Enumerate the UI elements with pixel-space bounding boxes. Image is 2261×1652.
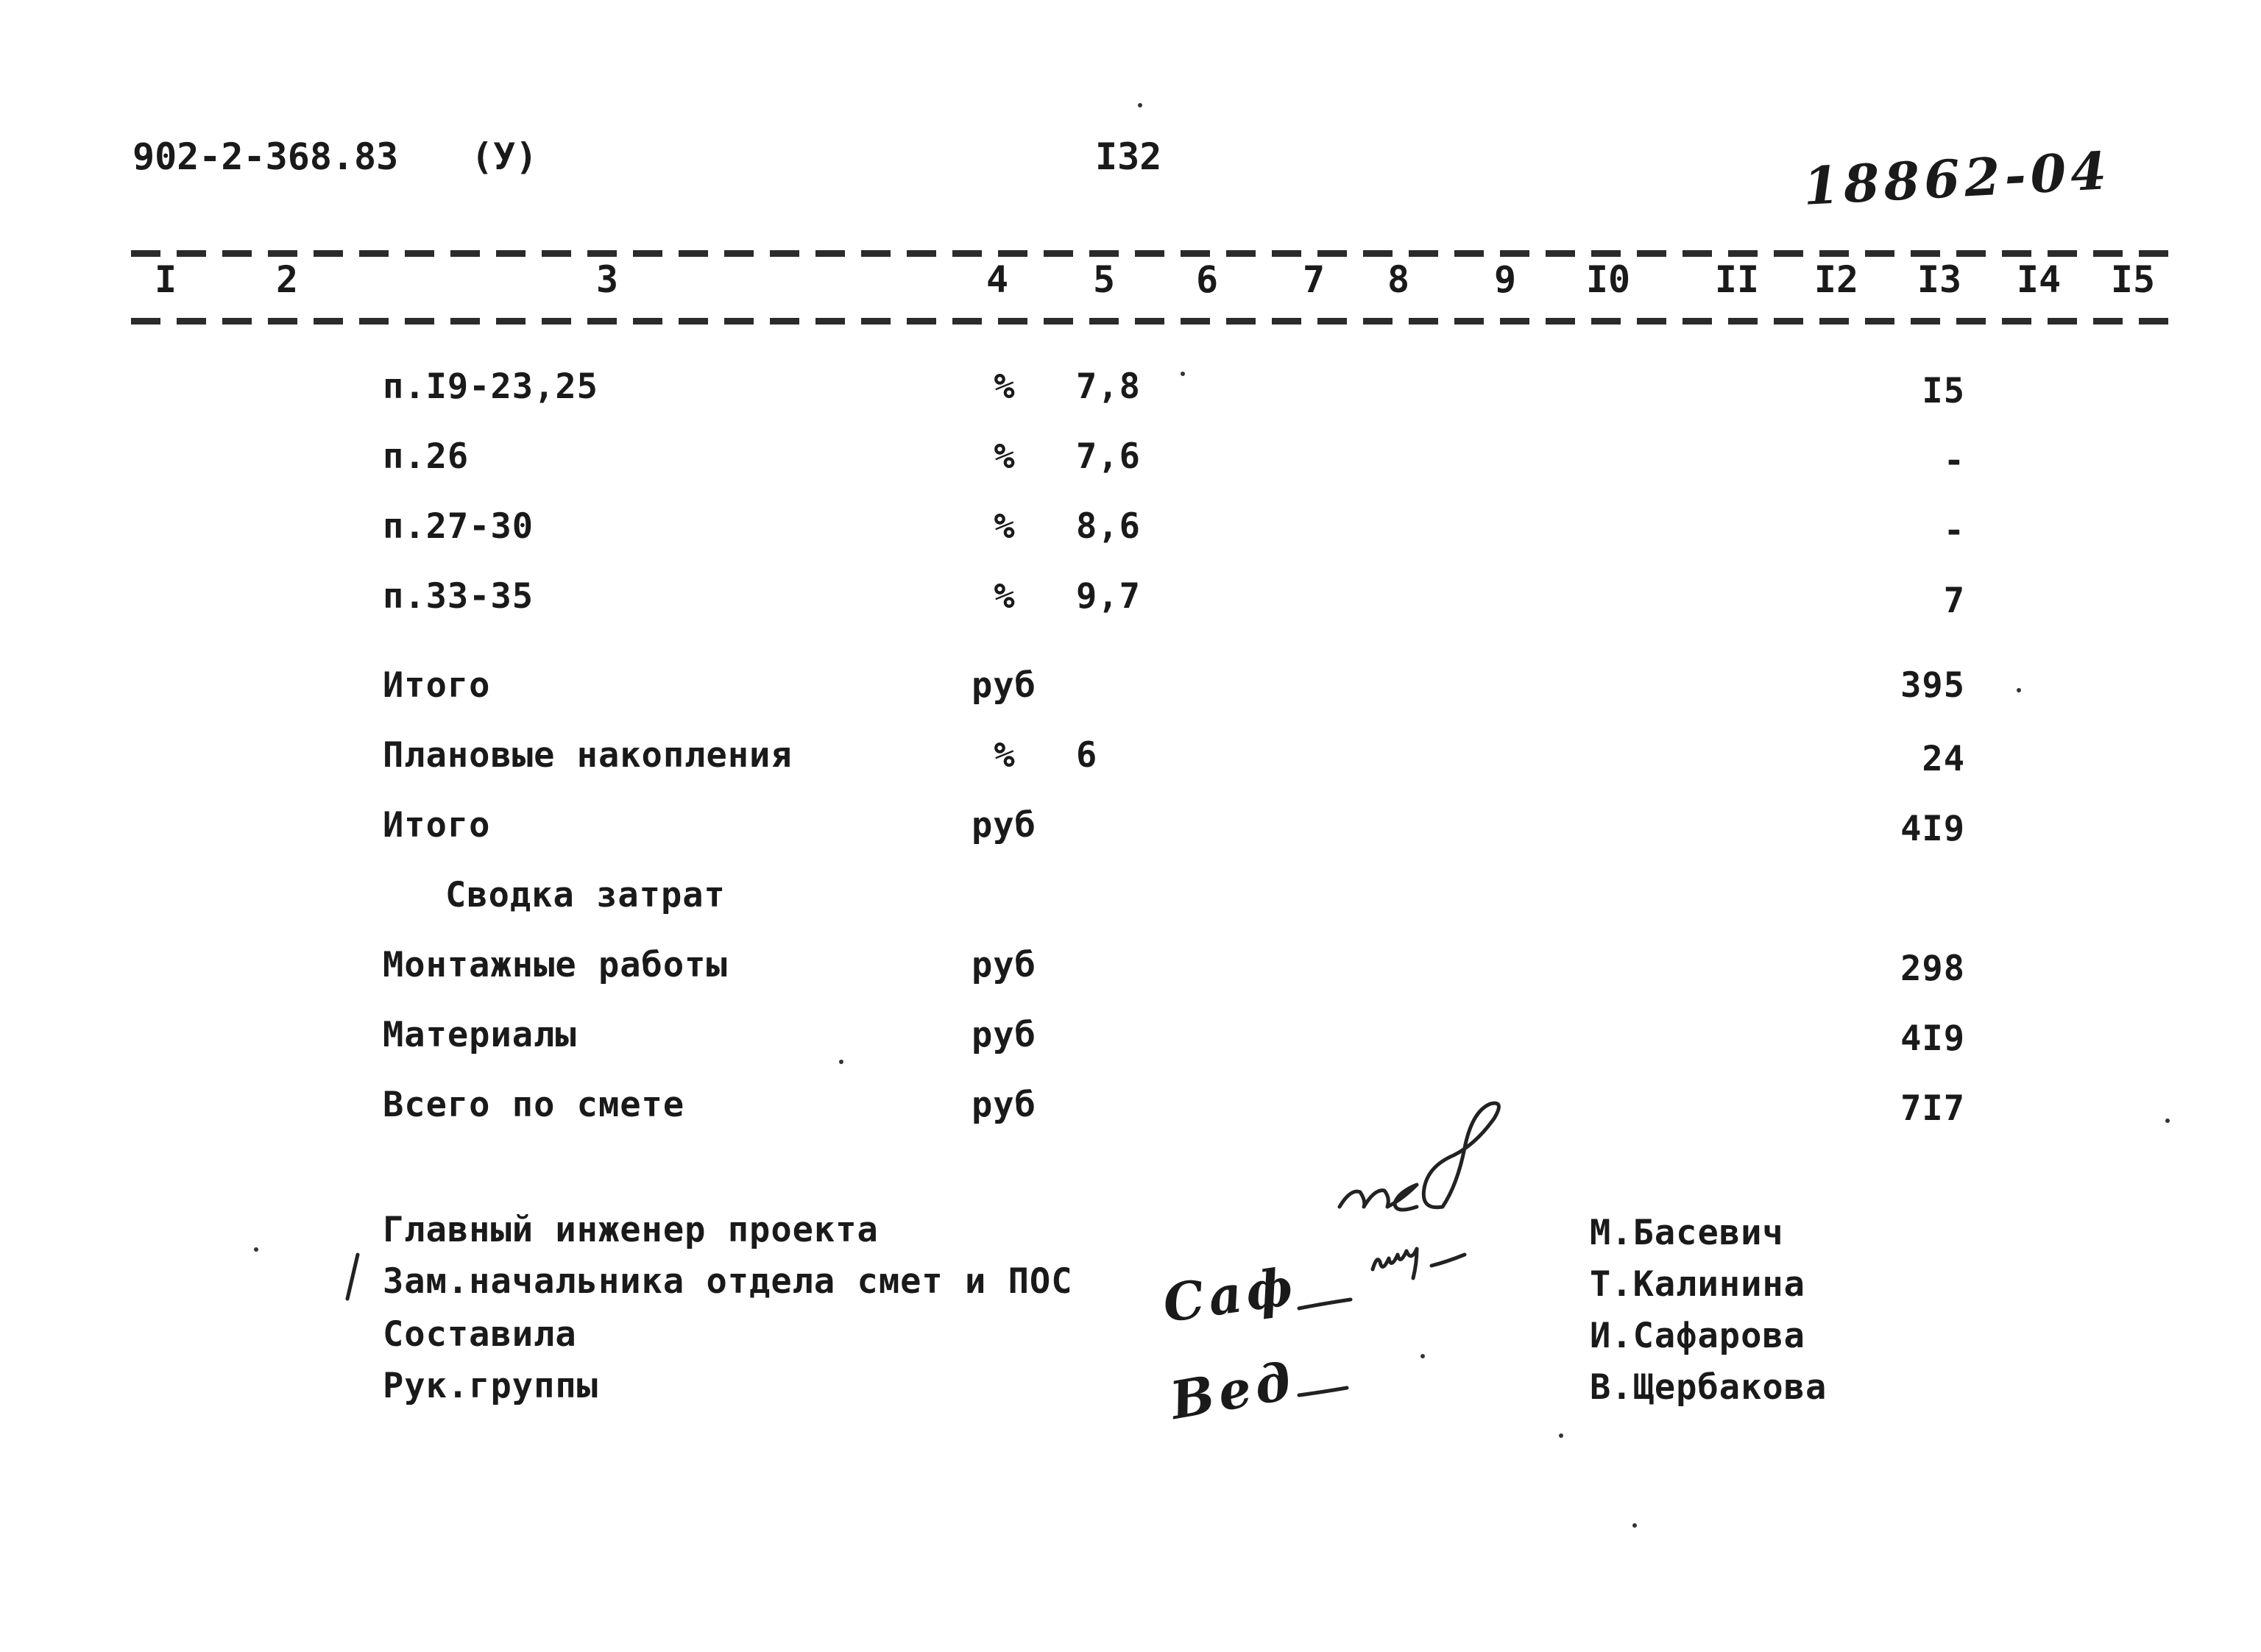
col-header: I3 bbox=[1917, 258, 1962, 301]
row-unit: % bbox=[994, 506, 1016, 547]
signature-role: Главный инженер проекта bbox=[383, 1210, 879, 1250]
col-header: II bbox=[1714, 258, 1760, 301]
row-rate: 9,7 bbox=[1076, 576, 1141, 617]
row-col13-value: - bbox=[1943, 441, 1965, 481]
row-col13-value: - bbox=[1943, 511, 1965, 551]
row-col13-value: 7 bbox=[1943, 581, 1965, 621]
row-unit: руб bbox=[972, 805, 1036, 846]
scan-speck bbox=[254, 1247, 258, 1252]
col-header: 3 bbox=[595, 258, 619, 301]
row-description: Монтажные работы bbox=[383, 945, 728, 985]
row-unit: % bbox=[994, 576, 1016, 617]
row-col13-value: 4I9 bbox=[1900, 1018, 1965, 1059]
row-col13-value: 298 bbox=[1900, 949, 1965, 989]
handwritten-doc-number: 18862-04 bbox=[1802, 140, 2112, 217]
row-col13-value: I5 bbox=[1922, 371, 1965, 411]
row-unit: % bbox=[994, 366, 1016, 407]
row-unit: руб bbox=[972, 1015, 1036, 1055]
signature-role: Составила bbox=[383, 1314, 577, 1355]
row-description: Итого bbox=[383, 805, 491, 846]
signature-mark-chief-engineer bbox=[1325, 1096, 1546, 1251]
col-header: 4 bbox=[986, 258, 1009, 301]
col-header: I5 bbox=[2110, 258, 2156, 301]
scan-speck bbox=[1559, 1433, 1563, 1438]
scan-speck bbox=[1632, 1523, 1637, 1528]
row-rate: 8,6 bbox=[1076, 506, 1141, 547]
scan-speck bbox=[839, 1060, 843, 1064]
col-header: 6 bbox=[1195, 258, 1219, 301]
col-header: I0 bbox=[1585, 258, 1631, 301]
row-unit: % bbox=[994, 735, 1016, 776]
scan-speck bbox=[2017, 688, 2021, 692]
col-header: I2 bbox=[1814, 258, 1859, 301]
signature-role: Зам.начальника отдела смет и ПОС bbox=[383, 1261, 1073, 1302]
signatory-name: М.Басевич bbox=[1590, 1213, 1784, 1253]
col-header: I bbox=[154, 258, 177, 301]
col-header: 2 bbox=[275, 258, 299, 301]
row-description: п.33-35 bbox=[383, 576, 534, 617]
col-header: 8 bbox=[1387, 258, 1410, 301]
signature-mark-deputy-head bbox=[1369, 1236, 1472, 1302]
signature-role: Рук.группы bbox=[383, 1366, 598, 1406]
section-heading: Сводка затрат bbox=[445, 875, 726, 915]
row-unit: руб bbox=[972, 945, 1036, 985]
signature-mark-group-head-stroke bbox=[1295, 1383, 1354, 1405]
col-header: 5 bbox=[1092, 258, 1116, 301]
signatory-name: И.Сафарова bbox=[1590, 1316, 1805, 1356]
row-description: Итого bbox=[383, 665, 491, 706]
signatory-name: В.Щербакова bbox=[1590, 1367, 1827, 1408]
row-col13-value: 7I7 bbox=[1900, 1088, 1965, 1129]
col-header: I4 bbox=[2016, 258, 2062, 301]
scan-speck bbox=[1181, 372, 1185, 376]
row-col13-value: 395 bbox=[1900, 665, 1965, 706]
col-header: 7 bbox=[1302, 258, 1326, 301]
row-description: Всего по смете bbox=[383, 1085, 685, 1125]
row-rate: 7,8 bbox=[1076, 366, 1141, 407]
row-unit: руб bbox=[972, 1085, 1036, 1125]
row-description: Материалы bbox=[383, 1015, 577, 1055]
row-description: Плановые накопления bbox=[383, 735, 793, 776]
row-unit: % bbox=[994, 436, 1016, 477]
row-description: п.26 bbox=[383, 436, 470, 477]
signature-mark-compiler: Саф bbox=[1159, 1255, 1301, 1335]
margin-check-mark bbox=[342, 1251, 364, 1302]
signature-mark-compiler-stroke bbox=[1295, 1295, 1354, 1317]
row-unit: руб bbox=[972, 665, 1036, 706]
scan-speck bbox=[1138, 103, 1142, 107]
signature-mark-group-head: Вед bbox=[1166, 1349, 1301, 1432]
scan-speck bbox=[2165, 1119, 2170, 1123]
row-description: п.I9-23,25 bbox=[383, 366, 598, 407]
header-rule-bottom bbox=[131, 318, 2184, 325]
document-code: 902-2-368.83 bbox=[132, 135, 399, 178]
signatory-name: Т.Калинина bbox=[1590, 1264, 1805, 1305]
row-col13-value: 24 bbox=[1922, 739, 1965, 779]
row-rate: 6 bbox=[1076, 735, 1098, 776]
header-rule-top bbox=[131, 250, 2184, 257]
document-variant: (У) bbox=[471, 135, 538, 178]
row-col13-value: 4I9 bbox=[1900, 809, 1965, 849]
row-rate: 7,6 bbox=[1076, 436, 1141, 477]
scan-speck bbox=[1420, 1354, 1425, 1358]
page-number: I32 bbox=[1095, 135, 1162, 178]
row-description: п.27-30 bbox=[383, 506, 534, 547]
col-header: 9 bbox=[1493, 258, 1517, 301]
